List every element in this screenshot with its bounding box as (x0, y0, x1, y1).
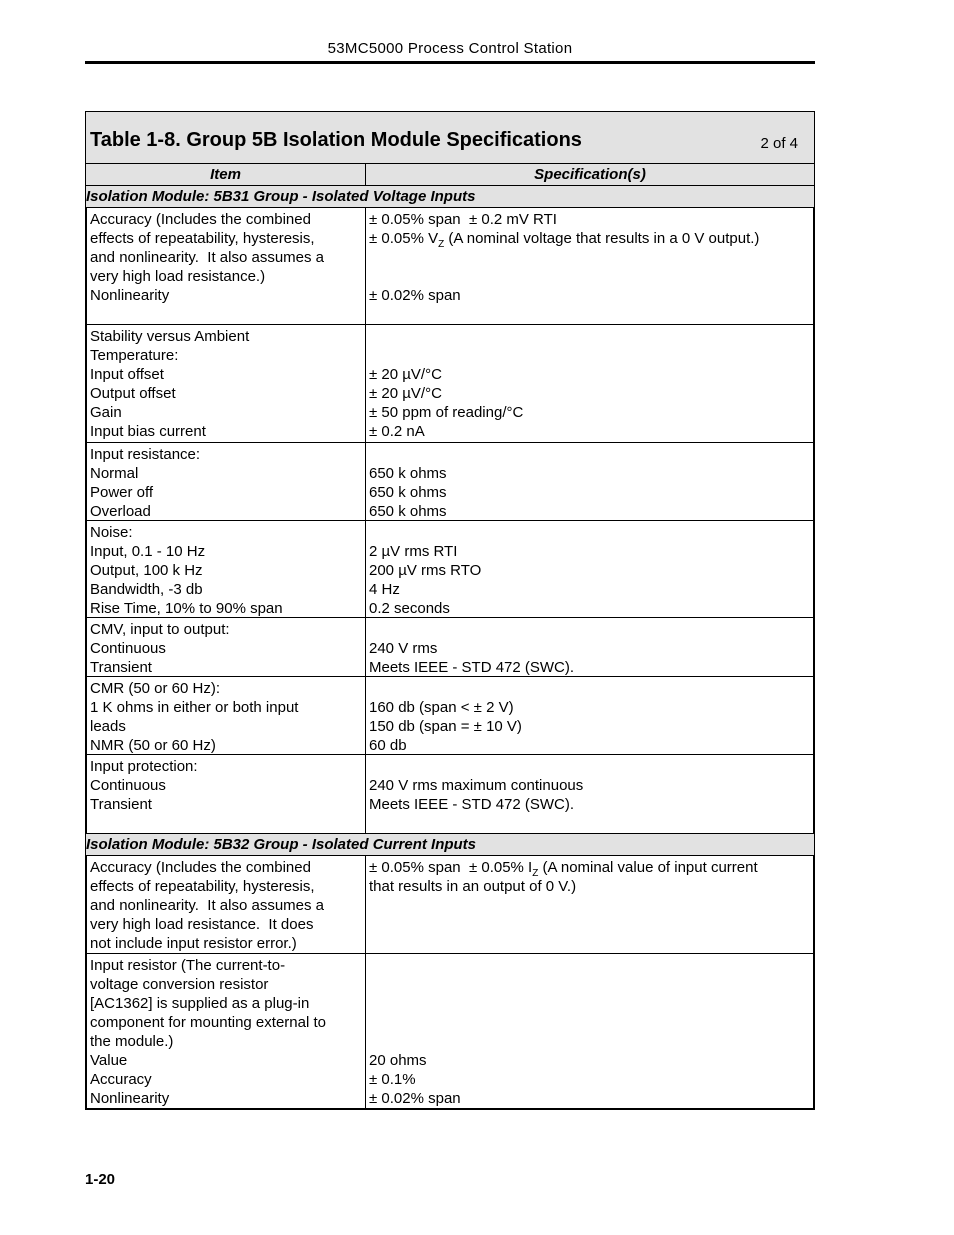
cell-line (369, 346, 811, 365)
cell-line (369, 620, 811, 639)
cell-line: 650 k ohms (369, 465, 447, 482)
cell-line (369, 896, 811, 915)
cell-line: Nonlinearity (90, 287, 170, 304)
cell-line: Transient (90, 796, 152, 813)
cell-line: ± 0.02% span (369, 287, 461, 304)
cell-line: effects of repeatability, hysteresis, (90, 878, 315, 895)
table-row (86, 618, 814, 677)
cell-line (369, 267, 811, 286)
cell-line (369, 956, 811, 975)
cell-line: Transient (90, 659, 152, 676)
cell-line: voltage conversion resistor (90, 976, 269, 993)
cell-line: Continuous (90, 777, 166, 794)
spec-table (85, 111, 815, 1110)
cell-line (369, 1013, 811, 1032)
cell-line: 0.2 seconds (369, 600, 450, 617)
cell-line: 60 db (369, 737, 407, 754)
cell-line: Nonlinearity (90, 1090, 170, 1107)
cell-line: that results in an output of 0 V.) (369, 878, 577, 895)
item-cell (86, 954, 366, 1109)
page-of-indicator: 2 of 4 (760, 135, 798, 152)
cell-line (369, 915, 811, 934)
cell-line (369, 327, 811, 346)
cell-line: Temperature: (90, 347, 179, 364)
cell-line: 1 K ohms in either or both input (90, 699, 299, 716)
item-cell (86, 755, 366, 833)
cell-line: ± 0.1% (369, 1071, 416, 1088)
header-rule (85, 61, 815, 64)
item-cell (86, 325, 366, 442)
page-number: 1-20 (85, 1171, 116, 1188)
cell-line: Input resistance: (90, 446, 201, 463)
running-header: 53MC5000 Process Control Station (327, 40, 573, 57)
cell-line: CMR (50 or 60 Hz): (90, 680, 221, 697)
cell-line (90, 305, 361, 324)
spec-cell (366, 755, 814, 833)
table-body (86, 186, 814, 1109)
cell-line: Bandwidth, -3 db (90, 581, 203, 598)
cell-line: very high load resistance. It does (90, 916, 314, 933)
cell-line: 4 Hz (369, 581, 400, 598)
spec-cell (366, 618, 814, 676)
cell-line: component for mounting external to (90, 1014, 326, 1031)
cell-line: Noise: (90, 524, 133, 541)
cell-line: 150 db (span = ± 10 V) (369, 718, 522, 735)
table-title-bar (86, 112, 814, 164)
cell-line: leads (90, 718, 126, 735)
column-header-item: Item (86, 164, 366, 185)
column-header-row (86, 164, 814, 186)
section-heading: Isolation Module: 5B32 Group - Isolated Current Inputs (86, 834, 814, 856)
table-row (86, 755, 814, 834)
cell-line: Output offset (90, 385, 176, 402)
cell-line: Input offset (90, 366, 164, 383)
cell-line (369, 975, 811, 994)
table-row (86, 443, 814, 521)
cell-line: Overload (90, 503, 151, 520)
cell-line: 200 µV rms RTO (369, 562, 482, 579)
cell-line: ± 0.02% span (369, 1090, 461, 1107)
column-header-spec: Specification(s) (534, 166, 646, 183)
cell-line: ± 20 µV/°C (369, 366, 442, 383)
cell-line (369, 445, 811, 464)
cell-line: Input, 0.1 - 10 Hz (90, 543, 206, 560)
cell-line: Input protection: (90, 758, 198, 775)
cell-line: ± 0.05% span ± 0.05% $I_Z$ (A nominal value of input current (369, 859, 758, 879)
cell-line: [AC1362] is supplied as a plug-in (90, 995, 310, 1012)
cell-line (369, 523, 811, 542)
cell-line (369, 757, 811, 776)
cell-line: 650 k ohms (369, 503, 447, 520)
item-cell (86, 677, 366, 754)
cell-line: 240 V rms (369, 640, 438, 657)
cell-line (369, 934, 811, 953)
spec-cell (366, 208, 814, 324)
cell-line: Gain (90, 404, 122, 421)
item-cell (86, 521, 366, 617)
cell-line: Accuracy (Includes the combined (90, 859, 311, 876)
cell-line: 650 k ohms (369, 484, 447, 501)
cell-line: 160 db (span < ± 2 V) (369, 699, 514, 716)
cell-line: NMR (50 or 60 Hz) (90, 737, 216, 754)
item-cell (86, 856, 366, 953)
cell-line: and nonlinearity. It also assumes a (90, 249, 325, 266)
cell-line (369, 248, 811, 267)
cell-line: ± 50 ppm of reading/°C (369, 404, 524, 421)
table-row (86, 208, 814, 325)
table-row (86, 521, 814, 618)
cell-line: Rise Time, 10% to 90% span (90, 600, 283, 617)
table-row (86, 856, 814, 954)
table-row (86, 677, 814, 755)
item-cell (86, 208, 366, 324)
cell-line (369, 814, 811, 833)
spec-cell (366, 325, 814, 442)
cell-line: effects of repeatability, hysteresis, (90, 230, 315, 247)
cell-line: CMV, input to output: (90, 621, 230, 638)
cell-line: Input resistor (The current-to- (90, 957, 286, 974)
cell-line: 240 V rms maximum continuous (369, 777, 584, 794)
cell-line: ± 0.05% span ± 0.2 mV RTI (369, 211, 557, 228)
cell-line: Meets IEEE - STD 472 (SWC). (369, 659, 575, 676)
cell-line (369, 994, 811, 1013)
cell-line: Output, 100 k Hz (90, 562, 203, 579)
cell-line: Value (90, 1052, 128, 1069)
spec-cell (366, 954, 814, 1109)
cell-line: Power off (90, 484, 154, 501)
cell-line: and nonlinearity. It also assumes a (90, 897, 325, 914)
cell-line: the module.) (90, 1033, 174, 1050)
cell-line: Continuous (90, 640, 166, 657)
table-row (86, 954, 814, 1109)
cell-line (369, 679, 811, 698)
table-title: Table 1-8. Group 5B Isolation Module Specifications (90, 129, 582, 151)
table-row (86, 325, 814, 443)
section-heading: Isolation Module: 5B31 Group - Isolated Voltage Inputs (86, 186, 814, 208)
cell-line (369, 305, 811, 324)
cell-line: Accuracy (Includes the combined (90, 211, 311, 228)
spec-cell (366, 443, 814, 520)
cell-line: Stability versus Ambient (90, 328, 250, 345)
spec-cell (366, 521, 814, 617)
spec-cell (366, 677, 814, 754)
item-cell (86, 443, 366, 520)
cell-line: Input bias current (90, 423, 206, 440)
cell-line: not include input resistor error.) (90, 935, 297, 952)
cell-line: ± 20 µV/°C (369, 385, 442, 402)
cell-line: 2 µV rms RTI (369, 543, 458, 560)
cell-line (369, 1032, 811, 1051)
cell-line: Meets IEEE - STD 472 (SWC). (369, 796, 575, 813)
cell-line (90, 814, 361, 833)
cell-line: very high load resistance.) (90, 268, 266, 285)
spec-cell (366, 856, 814, 953)
cell-line: ± 0.2 nA (369, 423, 425, 440)
cell-line: ± 0.05% $V_Z$ (A nominal voltage that results in a 0 V output.) (369, 230, 760, 250)
cell-line: Accuracy (90, 1071, 152, 1088)
cell-line: 20 ohms (369, 1052, 427, 1069)
cell-line: Normal (90, 465, 139, 482)
item-cell (86, 618, 366, 676)
